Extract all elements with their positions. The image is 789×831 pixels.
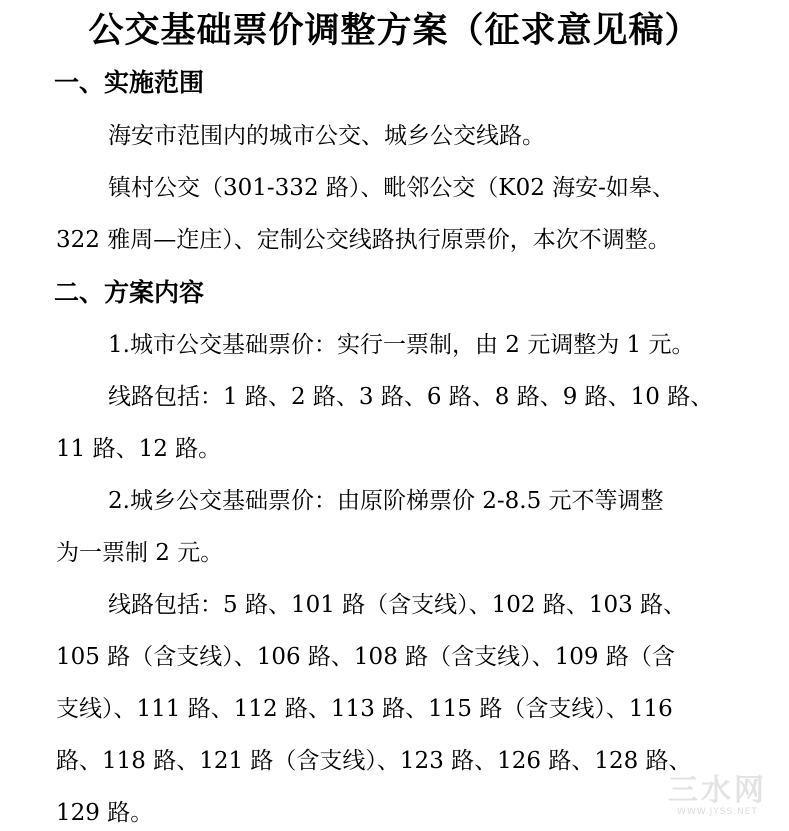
paragraph-line: 支线）、111 路、112 路、113 路、115 路（含支线）、116 [56,696,673,722]
section-heading-content: 二、方案内容 [54,278,205,307]
paragraph-line: 129 路。 [56,800,154,826]
paragraph-line: 线路包括：5 路、101 路（含支线）、102 路、103 路、 [108,592,687,618]
paragraph-line: 线路包括：1 路、2 路、3 路、6 路、8 路、9 路、10 路、 [108,384,714,410]
paragraph-line: 镇村公交（301-332 路）、毗邻公交（K02 海安-如皋、 [108,175,675,201]
paragraph-line: 1.城市公交基础票价：实行一票制，由 2 元调整为 1 元。 [108,332,695,358]
paragraph-line: 海安市范围内的城市公交、城乡公交线路。 [108,123,545,149]
document-title: 公交基础票价调整方案（征求意见稿） [88,11,701,51]
paragraph-line: 105 路（含支线）、106 路、108 路（含支线）、109 路（含 [56,644,675,670]
site-watermark [668,775,767,817]
paragraph-line: 322 雅周—迮庄）、定制公交线路执行原票价，本次不调整。 [56,227,671,253]
paragraph-line: 为一票制 2 元。 [56,540,224,566]
paragraph-line: 2.城乡公交基础票价：由原阶梯票价 2-8.5 元不等调整 [108,488,664,514]
section-heading-scope: 一、实施范围 [54,68,205,97]
paragraph-line: 11 路、12 路。 [56,436,222,462]
watermark-url: WWW.JYSS.NET [677,807,758,817]
paragraph-line: 路、118 路、121 路（含支线）、123 路、126 路、128 路、 [56,748,692,774]
watermark-logo-text: 三水网 [668,773,767,808]
